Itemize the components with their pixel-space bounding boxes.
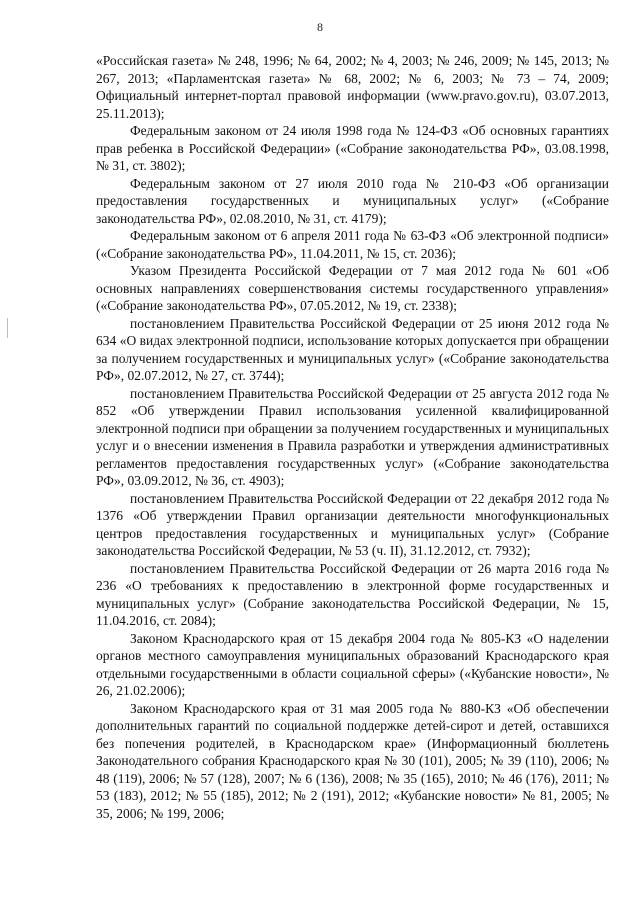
paragraph: постановлением Правительства Российской Федерации от 25 июня 2012 года № 634 «О видах электронной подписи, использование которых допускается при обращении за получением государственных и муниципальных услуг» («Собрание законодательства РФ», 02.07.2012, № 27, ст. 3744);	[96, 315, 609, 383]
page-number: 8	[317, 20, 323, 34]
paragraph: Указом Президента Российской Федерации от 7 мая 2012 года № 601 «Об основных направлениях совершенствования системы государственного управления» («Собрание законодательства РФ», 07.05.2012, № 19, ст. 2338);	[96, 263, 609, 313]
scan-margin-mark	[7, 318, 8, 338]
paragraph: постановлением Правительства Российской Федерации от 22 декабря 2012 года № 1376 «Об утверждении Правил организации деятельности многофункциональных центров предоставления государственных и муниципальных услуг» (Собрание законодательства Российской Федерации, № 53 (ч. II), 31.12.2012, ст. 7932);	[96, 490, 609, 558]
document-body	[96, 52, 609, 822]
paragraph: «Российская газета» № 248, 1996; № 64, 2002; № 4, 2003; № 246, 2009; № 145, 2013; № 267, 2013; «Парламентская газета» № 68, 2002; № 6, 2003; № 73 – 74, 2009; Официальный интернет-портал правовой информации (www.pravo.gov.ru), 03.07.2013, 25.11.2013);	[96, 53, 609, 121]
paragraph: Федеральным законом от 24 июля 1998 года № 124-ФЗ «Об основных гарантиях прав ребенка в Российской Федерации» («Собрание законодательства РФ», 03.08.1998, № 31, ст. 3802);	[96, 123, 609, 173]
paragraph: Федеральным законом от 6 апреля 2011 года № 63-ФЗ «Об электронной подписи» («Собрание законодательства РФ», 11.04.2011, № 15, ст. 2036);	[96, 228, 609, 261]
paragraph: постановлением Правительства Российской Федерации от 26 марта 2016 года № 236 «О требованиях к предоставлению в электронной форме государственных и муниципальных услуг» (Собрание законодательства Российской Федерации, № 15, 11.04.2016, ст. 2084);	[96, 560, 609, 628]
paragraph: Федеральным законом от 27 июля 2010 года № 210-ФЗ «Об организации предоставления государственных и муниципальных услуг» («Собрание законодательства РФ», 02.08.2010, № 31, ст. 4179);	[96, 175, 609, 226]
paragraph: Законом Краснодарского края от 15 декабря 2004 года № 805-КЗ «О наделении органов местного самоуправления муниципальных образований Краснодарского края отдельными государственными в области социальной сферы» («Кубанские новости», № 26, 21.02.2006);	[96, 630, 609, 698]
paragraph: постановлением Правительства Российской Федерации от 25 августа 2012 года № 852 «Об утверждении Правил использования усиленной квалифицированной электронной подписи при обращении за получением государственных и муниципальных услуг и о внесении изменения в Правила разработки и утверждения административных регламентов предоставления государственных услуг» («Собрание законодательства РФ», 03.09.2012, № 36, ст. 4903);	[96, 385, 609, 488]
paragraph: Законом Краснодарского края от 31 мая 2005 года № 880-КЗ «Об обеспечении дополнительных гарантий по социальной поддержке детей-сирот и детей, оставшихся без попечения родителей, в Краснодарском крае» (Информационный бюллетень Законодательного собрания Краснодарского края № 30 (101), 2005; № 39 (110), 2006; № 48 (119), 2006; № 57 (128), 2007; № 6 (136), 2008; № 35 (165), 2010; № 46 (176), 2011; № 53 (183), 2012; № 55 (185), 2012; № 2 (191), 2012; «Кубанские новости» № 81, 2005; № 35, 2006; № 199, 2006;	[96, 700, 609, 821]
